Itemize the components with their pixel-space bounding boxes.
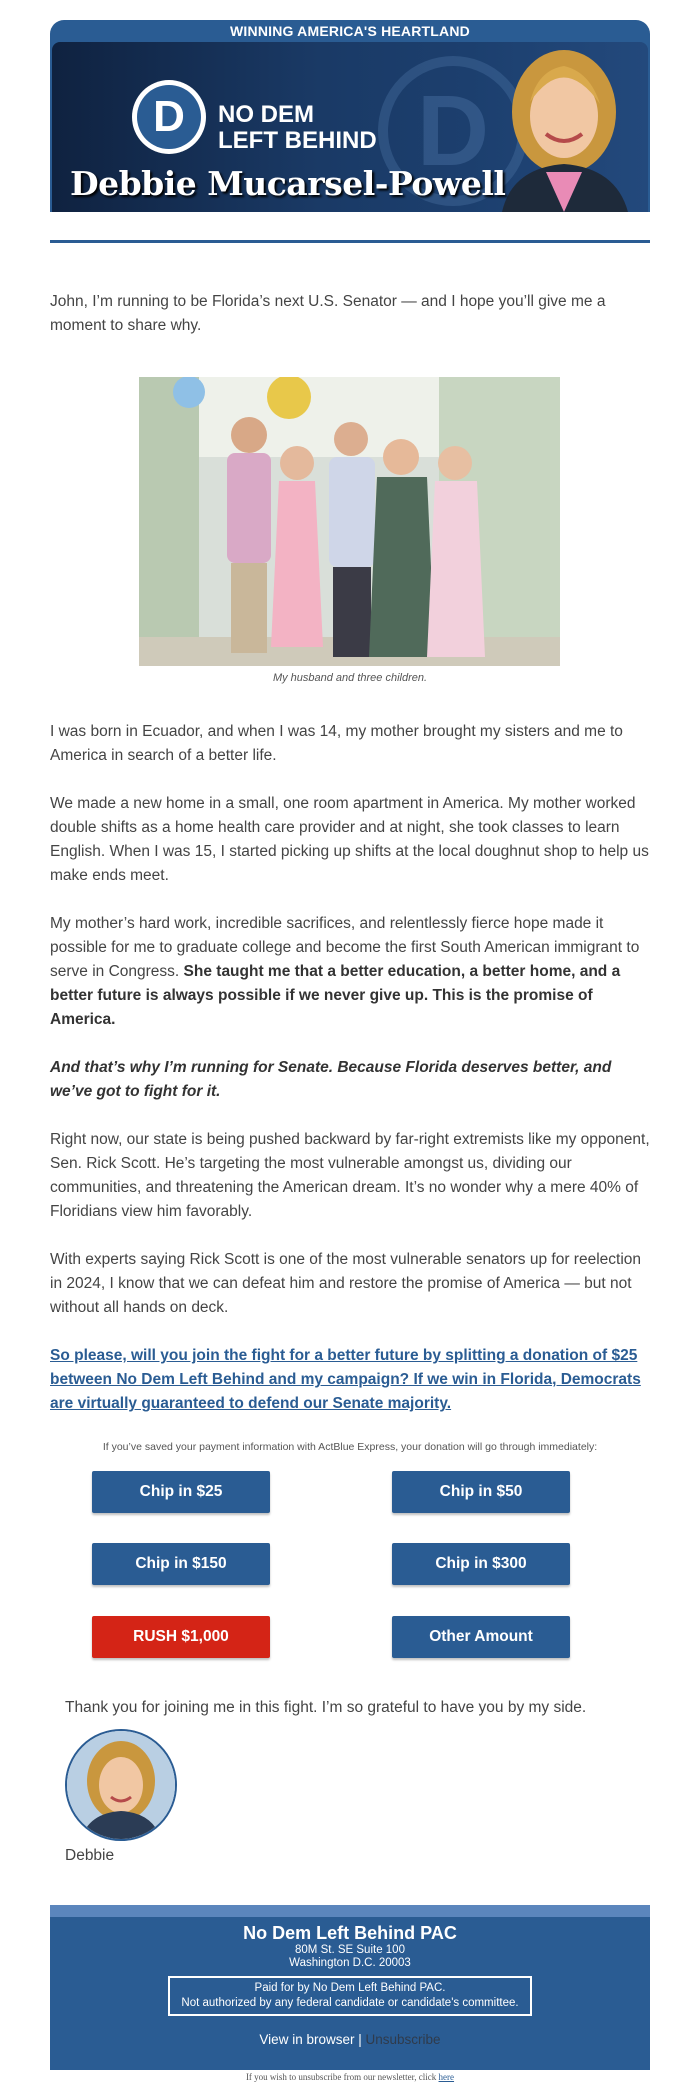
vulnerability-paragraph: With experts saying Rick Scott is one of the most vulnerable senators up for reelection in 2024, I know that we can defeat him and restore the promise of America — but not without all hands on deck. [50,1251,642,1316]
banner-tagline: WINNING AMERICA'S HEARTLAND [230,23,470,39]
footer-links [50,2032,650,2047]
footer-address-line-2: Washington D.C. 20003 [289,1957,411,1969]
story-paragraph-3-plain: My mother’s hard work, incredible sacrifices, and relentlessly fierce hope made it possible for me to graduate college and become the first South American immigrant to serve in Congress. [50,915,640,980]
header-banner [50,20,650,212]
chip-in-25-button[interactable]: Chip in $25 [92,1471,270,1513]
footer-address-line-1: 80M St. SE Suite 100 [295,1944,405,1956]
paid-for-disclaimer: Paid for by No Dem Left Behind PAC. Not authorized by any federal candidate or candidate's committee. [168,1976,532,2016]
story-paragraph-1: I was born in Ecuador, and when I was 14, my mother brought my sisters and me to America in search of a better life. [50,723,623,764]
story-paragraph-3 [50,912,650,1032]
photo-caption: My husband and three children. [272,672,428,684]
candidate-name: Debbie Mucarsel-Powell [70,164,506,203]
donation-cta-link[interactable]: So please, will you join the fight for a better future by splitting a donation of $25 between No Dem Left Behind and my campaign? If we win in Florida, Democrats are virtually guaranteed to defend our Senate majority. [50,1347,641,1412]
signature-name: Debbie [65,1847,115,1864]
intro-paragraph: John, I’m running to be Florida’s next U.S. Senator — and I hope you’ll give me a moment to share why. [50,293,606,334]
chip-in-50-button[interactable]: Chip in $50 [392,1471,570,1513]
background-logo-icon: D [378,56,528,206]
footer-org-name: No Dem Left Behind PAC [243,1923,457,1943]
family-photo [139,377,560,666]
divider [50,240,650,243]
unsubscribe-fine-print: If you wish to unsubscribe from our newsletter, click here [245,2072,455,2082]
other-amount-button[interactable]: Other Amount [392,1616,570,1658]
logo-icon: D [132,80,206,154]
candidate-portrait [482,42,642,212]
chip-in-300-button[interactable]: Chip in $300 [392,1543,570,1585]
story-paragraph-3-bold: She taught me that a better education, a better home, and a better future is always possible if we never give up. This is the promise of America. [50,963,621,1028]
view-in-browser-link[interactable]: View in browser [259,2032,355,2047]
thanks-message: Thank you for joining me in this fight. I’m so grateful to have you by my side. [65,1699,587,1716]
rush-1000-button[interactable]: RUSH $1,000 [92,1616,270,1658]
footer [50,1905,650,2070]
opponent-paragraph: Right now, our state is being pushed backward by far-right extremists like my opponent, Sen. Rick Scott. He’s targeting the most vulnerable amongst us, dividing our communities, and threatening the American dream. It’s no wonder why a mere 40% of Floridians view him favorably. [50,1131,650,1220]
story-paragraph-2: We made a new home in a small, one room apartment in America. My mother worked double shifts as a home health care provider and at night, she took classes to learn English. When I was 15, I started picking up shifts at the local doughnut shop to help us make ends meet. [50,795,649,884]
unsubscribe-link[interactable]: Unsubscribe [365,2032,441,2047]
banner-artwork [52,42,648,212]
signature-avatar [65,1729,177,1841]
link-separator: | [358,2032,362,2047]
logo-text: NO DEM LEFT BEHIND [218,101,377,154]
unsubscribe-here-link[interactable]: here [438,2072,455,2082]
actblue-note: If you’ve saved your payment information with ActBlue Express, your donation will go through immediately: [102,1441,598,1453]
chip-in-150-button[interactable]: Chip in $150 [92,1543,270,1585]
senate-run-statement: And that’s why I’m running for Senate. Because Florida deserves better, and we’ve got to fight for it. [50,1059,612,1100]
